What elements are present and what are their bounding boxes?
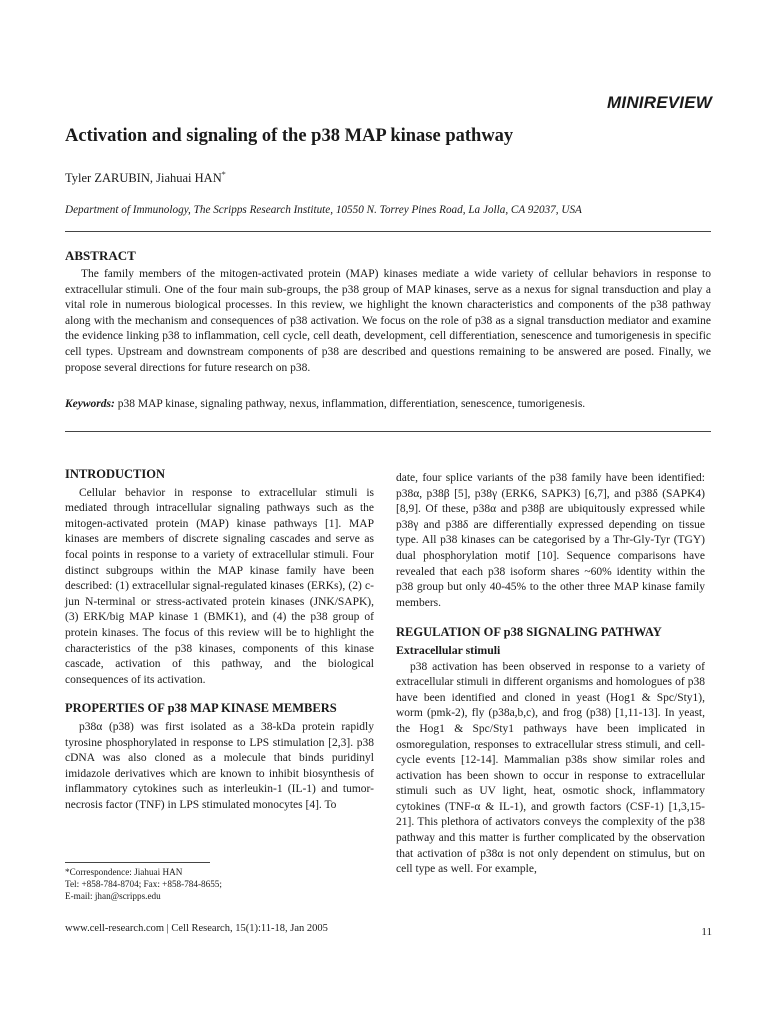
regulation-heading: REGULATION OF p38 SIGNALING PATHWAY — [396, 625, 662, 640]
extracellular-stimuli-subheading: Extracellular stimuli — [396, 642, 501, 657]
footer-citation: www.cell-research.com | Cell Research, 15(1):11-18, Jan 2005 — [65, 923, 328, 934]
introduction-text: Cellular behavior in response to extracellular stimuli is mediated through intracellular signaling pathways such as the mitogen-activated protein (MAP) kinase pathways [1]. MAP kinases are members of discrete signaling cascades and serve as focal points in response to a variety of extracellular stimuli. Four distinct subgroups within the MAP kinase family have been described: (1) extracellular signal-regulated kinases (ERKs), (2) c-jun N-terminal or stress-activated protein kinases (JNK/SAPK), (3) ERK/big MAP kinase 1 (BMK1), and (4) the p38 group of protein kinases. The focus of this review will be to highlight the characteristics of the p38 kinases, components of this kinase cascade, activation of this pathway, and the biological consequences of its activation. — [65, 486, 374, 686]
article-title: Activation and signaling of the p38 MAP kinase pathway — [65, 126, 514, 146]
page-number: 11 — [701, 926, 712, 938]
left-column — [65, 467, 374, 813]
author-list — [65, 170, 226, 186]
keywords — [65, 398, 711, 410]
affiliation: Department of Immunology, The Scripps Research Institute, 10550 N. Torrey Pines Road, La Jolla, CA 92037, USA — [65, 204, 582, 216]
footnote-divider — [65, 862, 210, 863]
section-label: MINIREVIEW — [607, 93, 712, 112]
properties-heading: PROPERTIES OF p38 MAP KINASE MEMBERS — [65, 701, 337, 716]
author-names: Tyler ZARUBIN, Jiahuai HAN — [65, 171, 222, 186]
properties-text: p38α (p38) was first isolated as a 38-kDa protein rapidly tyrosine phosphorylated in response to LPS stimulation [2,3]. p38 cDNA was also cloned as a molecule that binds puridinyl imidazole derivatives which are known to inhibit biosynthesis of inflammatory cytokines such as interleukin-1 (IL-1) and tumor-necrosis factor (TNF) in LPS stimulated monocytes [4]. To — [65, 720, 374, 811]
correspondence-mark: * — [221, 170, 226, 179]
introduction-heading: INTRODUCTION — [65, 467, 166, 481]
right-column — [396, 471, 705, 878]
keywords-list: p38 MAP kinase, signaling pathway, nexus, inflammation, differentiation, senescence, tumorigenesis. — [114, 398, 586, 410]
keywords-label: Keywords: — [65, 398, 115, 410]
correspondence-line: *Correspondence: Jiahuai HAN — [65, 867, 183, 877]
continued-text: date, four splice variants of the p38 family have been identified: p38α, p38β [5], p38γ (ERK6, SAPK3) [6,7], and p38δ (SAPK4) [8,9]. Of these, p38α and p38β are ubiquitously expressed while p38γ and p38δ are differentially expressed depending on tissue type. All p38 kinases can be categorised by a Thr-Gly-Tyr (TGY) dual phosphorylation motif [10]. Sequence comparisons have revealed that each p38 isoform shares ~60% identity within the p38 group but only 40-45% to the other three MAP kinase family members. — [396, 472, 705, 609]
abstract-text: The family members of the mitogen-activated protein (MAP) kinases mediate a wide variety of cellular behaviors in response to extracellular stimuli. One of the four main sub-groups, the p38 group of MAP kinases, serve as a nexus for signal transduction and play a vital role in numerous biological processes. In this review, we highlight the known characteristics and components of the p38 pathway along with the mechanism and consequences of p38 activation. We focus on the role of p38 as a signal transduction mediator and examine the evidence linking p38 to inflammation, cell cycle, cell death, development, cell differentiation, senescence and tumorigenesis in specific cell types. Upstream and downstream components of p38 are described and questions remaining to be answered are posed. Finally, we propose several directions for future research on p38. — [65, 268, 711, 374]
abstract-divider — [65, 431, 711, 432]
footnote — [65, 866, 222, 903]
tel-fax-line: Tel: +858-784-8704; Fax: +858-784-8655; — [65, 879, 222, 890]
extracellular-stimuli-text: p38 activation has been observed in response to a variety of extracellular stimuli in different organisms and homologues of p38 have been identified and cloned in yeast (Hog1 & Spc/Sty1), worm (pmk-2), fly (p38a,b,c), and frog (p38) [1,11-13]. In yeast, the Hog1 & Spc/Sty1 pathways have been implicated in osmoregulation, responses to extracellular stress stimuli, and cell-cycle events [12-14]. Mammalian p38s show similar roles and activation has been shown to occur in response to extracellular stimuli such as UV light, heat, osmotic shock, inflammatory cytokines (TNF-α & IL-1), and growth factors (CSF-1) [1,3,15-21]. This plethora of activators conveys the complexity of the p38 pathway and this matter is further complicated by the observation that activation of p38α is not only dependent on stimulus, but on cell type as well. For example, — [396, 660, 705, 876]
abstract-heading: ABSTRACT — [65, 248, 136, 263]
email-line: E-mail: jhan@scripps.edu — [65, 891, 161, 902]
top-divider — [65, 231, 711, 232]
